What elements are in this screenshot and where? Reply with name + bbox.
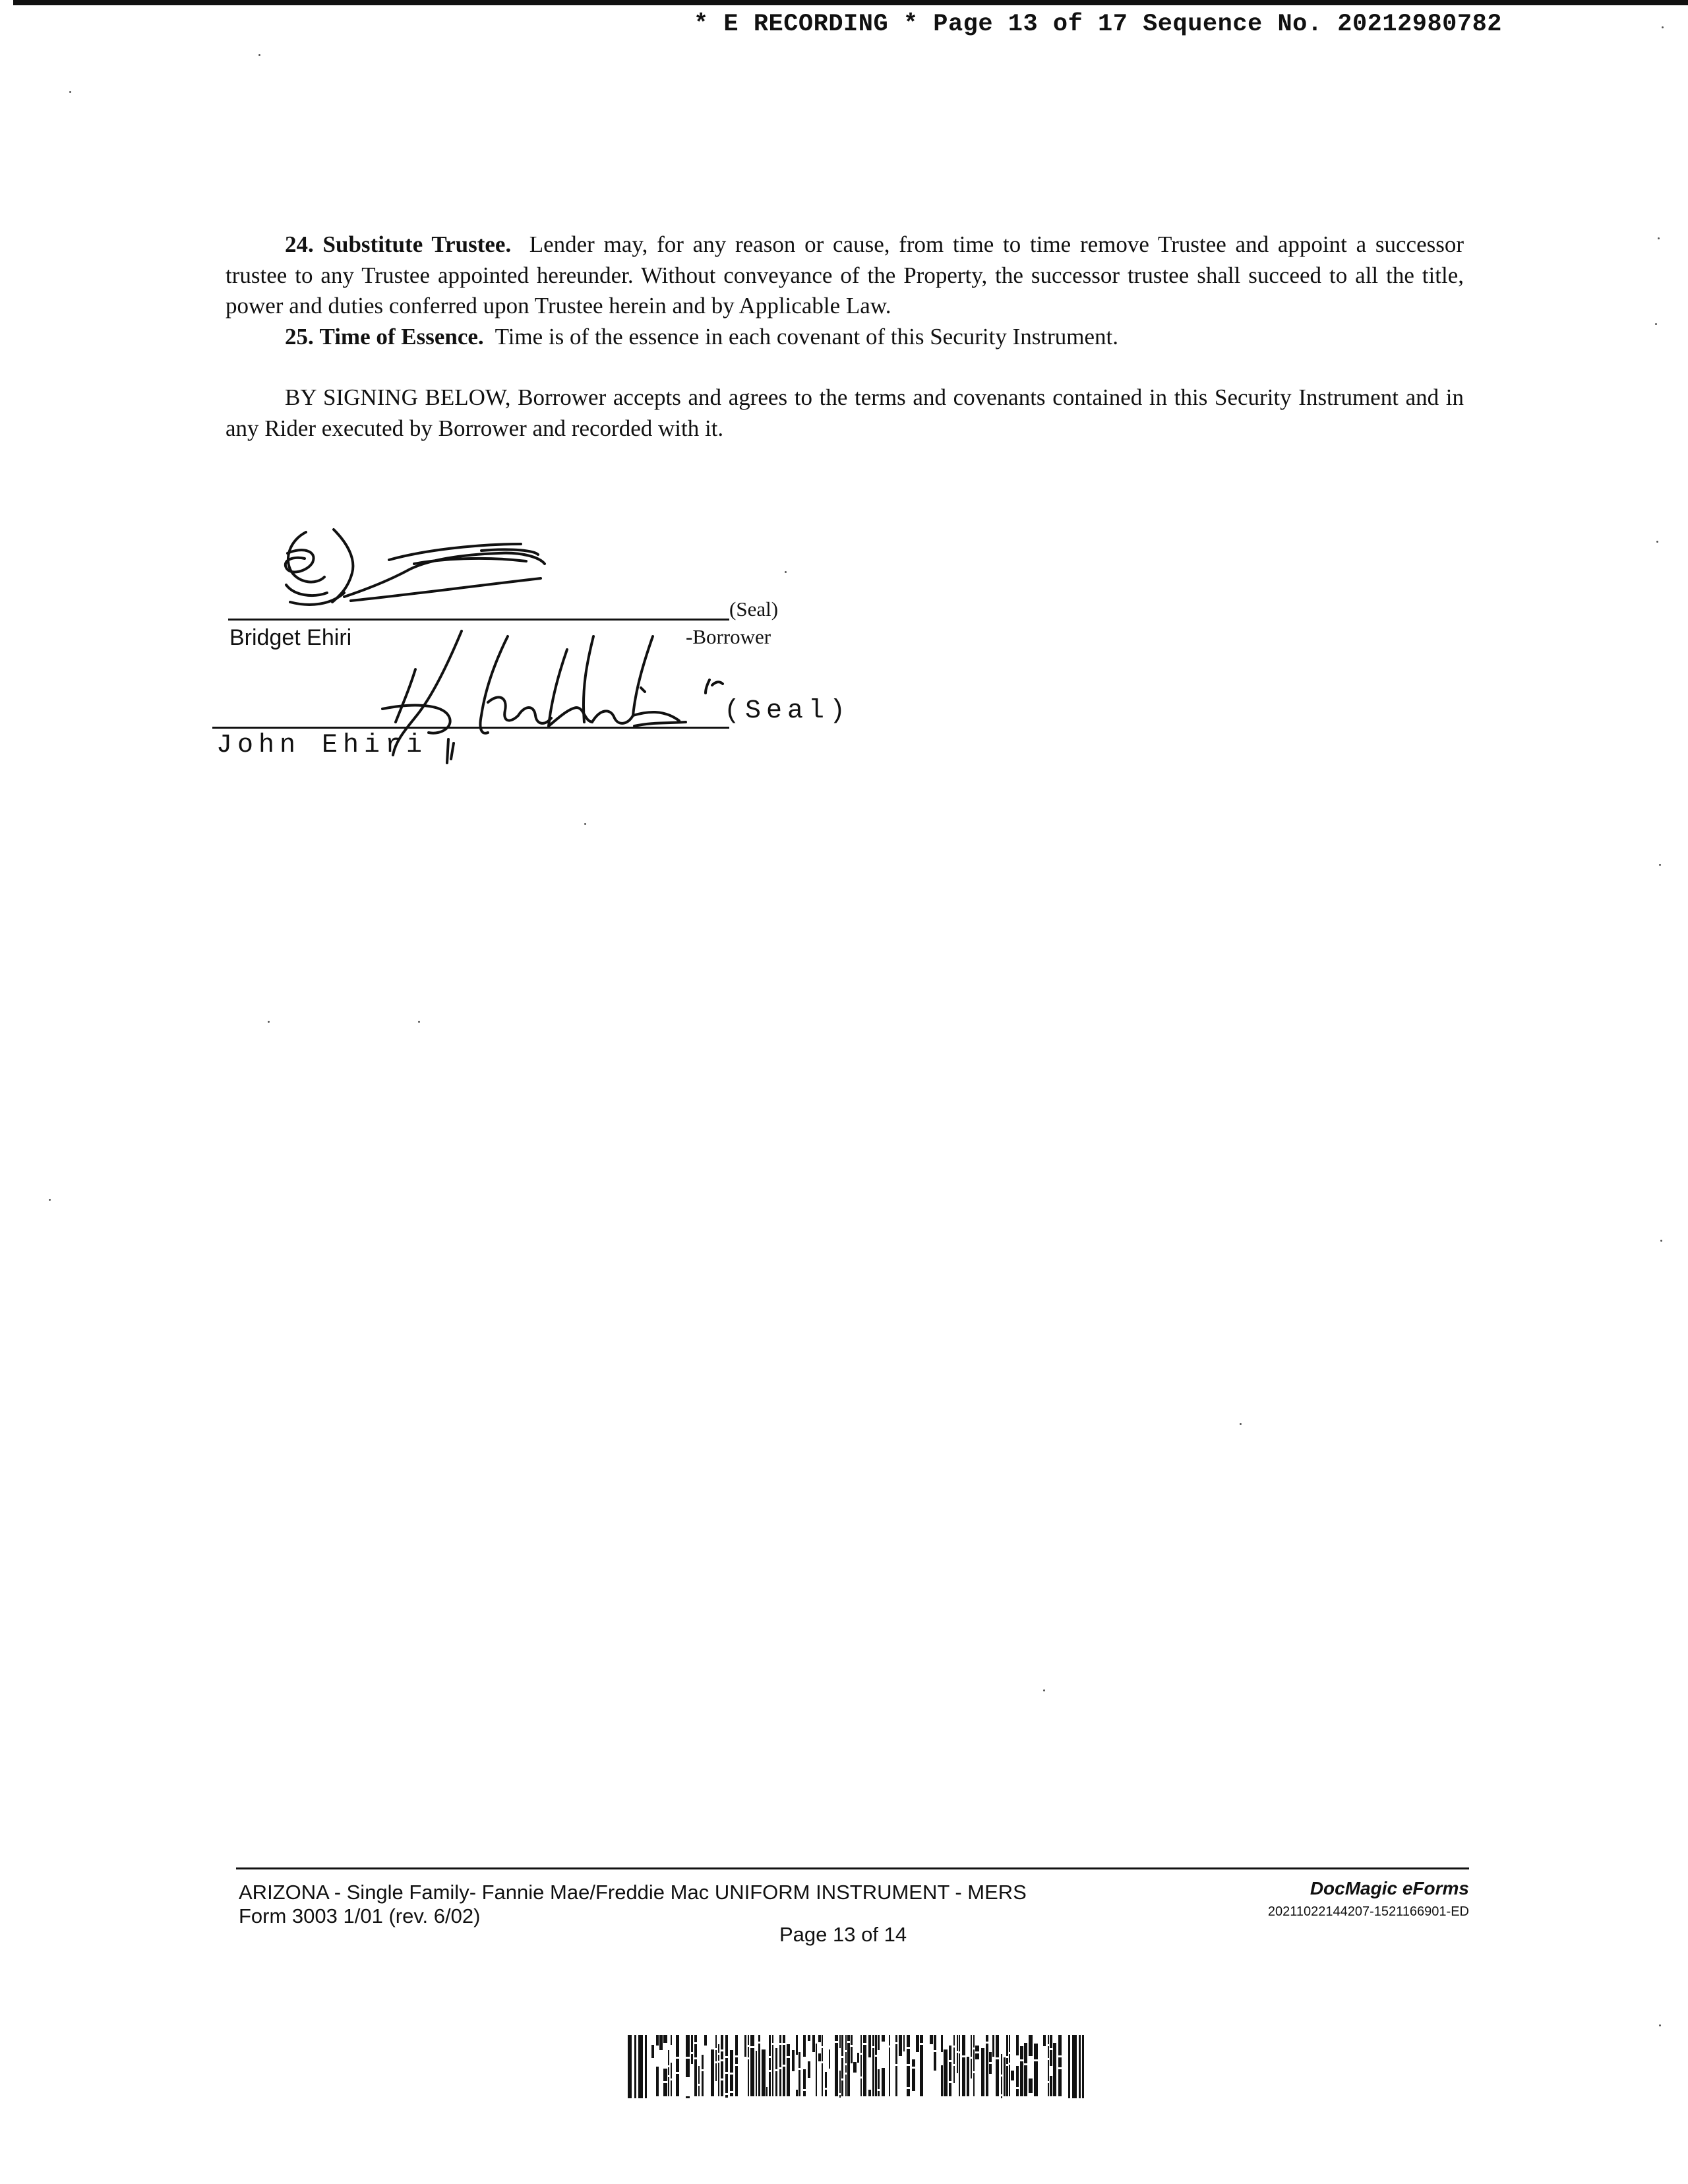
barcode-bar — [735, 2066, 738, 2096]
barcode-bar — [1001, 2077, 1002, 2094]
footer-form-title: ARIZONA - Single Family- Fannie Mae/Freddie Mac UNIFORM INSTRUMENT - MERS — [239, 1881, 1027, 1904]
barcode-bar — [735, 2057, 738, 2064]
barcode-bar — [868, 2090, 871, 2096]
barcode-bar — [721, 2051, 723, 2059]
scan-speck — [785, 571, 787, 573]
barcode-bar — [808, 2035, 810, 2041]
section-25-text: Time is of the essence in each covenant of this Security Instrument. — [495, 323, 1118, 349]
barcode-bar — [1024, 2043, 1027, 2063]
barcode-bar — [973, 2035, 975, 2048]
barcode-bar — [860, 2055, 862, 2077]
bridget-signature-image — [264, 524, 607, 617]
barcode-bar — [973, 2073, 975, 2096]
barcode-bar — [812, 2035, 815, 2052]
john-seal-label: (Seal) — [724, 696, 851, 726]
barcode-bar — [772, 2045, 773, 2096]
barcode-bar — [839, 2071, 841, 2093]
barcode-bar — [1048, 2060, 1049, 2081]
document-body — [226, 229, 1464, 444]
barcode-bar — [671, 2080, 672, 2096]
barcode-bar — [663, 2069, 667, 2081]
barcode-bar — [975, 2046, 979, 2051]
barcode-bar — [796, 2090, 798, 2096]
barcode-bar — [718, 2063, 719, 2096]
barcode-bar — [959, 2053, 960, 2096]
barcode-bar — [698, 2066, 700, 2084]
scan-speck — [1660, 1240, 1662, 1242]
barcode-bar — [907, 2066, 910, 2087]
scan-speck — [1043, 1689, 1045, 1691]
barcode-bar — [920, 2045, 923, 2096]
barcode-bar — [872, 2048, 874, 2096]
barcode-bar — [1020, 2046, 1023, 2059]
barcode-bar — [691, 2035, 693, 2052]
barcode-bar — [1016, 2066, 1019, 2087]
scan-speck — [1659, 864, 1661, 866]
barcode-bar — [756, 2051, 757, 2096]
barcode-bar — [792, 2050, 795, 2071]
barcode-bar — [799, 2070, 800, 2096]
barcode-bar — [1050, 2050, 1052, 2066]
barcode-bar — [750, 2035, 754, 2046]
barcode-bar — [949, 2046, 951, 2060]
barcode-bar — [857, 2053, 859, 2063]
barcode-bar — [803, 2069, 806, 2089]
barcode-bar — [750, 2048, 754, 2096]
barcode-bar — [959, 2035, 960, 2051]
bridget-signature-line — [228, 619, 729, 621]
barcode-bar — [1020, 2061, 1023, 2096]
barcode-bar — [715, 2050, 717, 2061]
barcode-bar — [949, 2083, 951, 2096]
barcode-bar — [656, 2067, 659, 2096]
barcode-bar — [1024, 2065, 1027, 2096]
barcode-bar — [721, 2061, 723, 2078]
barcode-bar — [962, 2057, 965, 2096]
barcode-bar — [769, 2035, 771, 2056]
footer-doc-id: 20211022144207-1521166901-ED — [1267, 1904, 1469, 1919]
barcode-bar — [996, 2035, 999, 2057]
barcode-bar — [895, 2066, 897, 2096]
barcode-bar — [715, 2035, 717, 2048]
barcode-bar — [1082, 2035, 1084, 2098]
barcode-bar — [686, 2059, 690, 2077]
barcode-bar — [744, 2035, 746, 2057]
scan-speck — [1240, 1423, 1242, 1425]
barcode-bar — [725, 2058, 728, 2072]
barcode-bar — [691, 2054, 693, 2064]
barcode-bar — [671, 2063, 672, 2078]
barcode-bar — [694, 2059, 697, 2096]
barcode-bar — [1058, 2069, 1062, 2096]
barcode-bar — [818, 2053, 821, 2061]
barcode-bar — [721, 2080, 723, 2096]
barcode-bar — [803, 2091, 806, 2096]
section-24-number: 24. — [285, 231, 314, 257]
barcode-bar — [1034, 2044, 1038, 2059]
barcode-bar — [957, 2035, 958, 2051]
docmagic-logo: DocMagic eForms — [1310, 1878, 1469, 1898]
barcode-bar — [818, 2035, 821, 2042]
barcode-bar — [878, 2035, 880, 2050]
barcode-bar — [1050, 2035, 1052, 2048]
scan-speck — [1662, 26, 1664, 28]
barcode-bar — [941, 2035, 943, 2052]
barcode-bar — [912, 2069, 915, 2091]
barcode-bar — [973, 2049, 975, 2071]
barcode-bar — [694, 2035, 697, 2042]
scan-speck — [258, 54, 260, 56]
barcode-bar — [748, 2047, 749, 2057]
barcode-bar — [839, 2035, 841, 2048]
barcode-bar — [1034, 2061, 1038, 2096]
barcode-bar — [1068, 2035, 1070, 2098]
barcode-bar — [841, 2080, 843, 2096]
barcode-bar — [1043, 2035, 1046, 2046]
barcode-bar — [686, 2035, 690, 2057]
barcode-bar — [702, 2071, 704, 2096]
barcode-bar — [930, 2035, 933, 2044]
barcode-bar — [1029, 2078, 1033, 2093]
barcode-bar — [863, 2035, 866, 2043]
barcode-bar — [1011, 2071, 1014, 2080]
barcode-bar — [907, 2089, 910, 2096]
barcode-bar — [1004, 2057, 1006, 2096]
barcode-bar — [668, 2077, 669, 2096]
barcode-bar — [783, 2035, 785, 2043]
barcode-bar — [872, 2035, 874, 2046]
barcode-bar — [841, 2035, 843, 2056]
barcode-bar — [766, 2087, 768, 2096]
barcode-bar — [694, 2044, 697, 2057]
barcode-bar — [953, 2048, 955, 2064]
barcode-bar — [769, 2058, 771, 2070]
barcode-bar — [822, 2063, 823, 2096]
barcode-bar — [1001, 2054, 1002, 2075]
scan-speck — [268, 1021, 270, 1023]
barcode-bar — [799, 2052, 800, 2068]
scan-speck — [418, 1021, 420, 1023]
barcode-bar — [748, 2059, 749, 2096]
barcode-bar — [847, 2043, 850, 2096]
barcode-bar — [986, 2035, 988, 2042]
barcode-bar — [725, 2035, 728, 2056]
barcode-bar — [1079, 2035, 1081, 2098]
section-24-title: Substitute Trustee. — [322, 231, 512, 257]
barcode-bar — [875, 2057, 877, 2096]
barcode-bar — [725, 2095, 728, 2098]
barcode-bar — [676, 2035, 679, 2057]
barcode-bar — [730, 2093, 733, 2096]
barcode-bar — [730, 2050, 733, 2073]
barcode-bar — [1048, 2035, 1049, 2044]
barcode-bar — [860, 2078, 862, 2096]
barcode-bar — [967, 2057, 969, 2096]
barcode-bar — [992, 2035, 994, 2057]
barcode-image — [628, 2035, 1084, 2098]
barcode-bar — [779, 2045, 781, 2067]
section-25-title: Time of Essence. — [319, 323, 484, 349]
barcode-bar — [1009, 2054, 1010, 2063]
barcode-bar — [762, 2049, 766, 2096]
barcode-bar — [1048, 2083, 1049, 2096]
footer-rule — [236, 1867, 1469, 1869]
barcode-bar — [953, 2035, 955, 2046]
scan-speck — [1659, 2024, 1661, 2026]
section-24 — [226, 229, 1464, 322]
scan-speck — [69, 91, 71, 93]
barcode-bar — [686, 2096, 690, 2098]
barcode-bar — [715, 2063, 717, 2081]
barcode-bar — [735, 2035, 738, 2055]
barcode-bar — [704, 2035, 707, 2046]
barcode-bar — [808, 2061, 810, 2078]
barcode-bar — [981, 2048, 984, 2096]
barcode-bar — [895, 2044, 897, 2064]
barcode-bar — [748, 2035, 749, 2045]
barcode-bar — [1009, 2065, 1010, 2096]
barcode-bar — [730, 2075, 733, 2091]
barcode-bar — [882, 2068, 885, 2096]
barcode-bar — [783, 2045, 785, 2065]
barcode-bar — [847, 2035, 850, 2041]
barcode-bar — [825, 2072, 827, 2088]
barcode-bar — [986, 2044, 988, 2096]
scan-speck — [49, 1199, 51, 1201]
barcode-bar — [1050, 2076, 1052, 2096]
section-25-number: 25. — [285, 323, 314, 349]
barcode-bar — [889, 2035, 890, 2046]
barcode-bar — [839, 2095, 841, 2098]
barcode-bar — [671, 2035, 672, 2045]
barcode-bar — [996, 2059, 999, 2096]
barcode-bar — [868, 2035, 871, 2057]
barcode-bar — [841, 2058, 843, 2078]
barcode-bar — [702, 2055, 704, 2069]
barcode-bar — [875, 2035, 877, 2055]
barcode-bar — [816, 2044, 817, 2096]
barcode-bar — [676, 2059, 679, 2072]
barcode-bar — [796, 2035, 798, 2055]
barcode-bar — [1006, 2066, 1008, 2096]
barcode-bar — [663, 2083, 667, 2096]
scan-speck — [1658, 237, 1660, 239]
barcode-bar — [845, 2065, 847, 2073]
barcode-bar — [721, 2035, 723, 2049]
signing-statement: BY SIGNING BELOW, Borrower accepts and agrees to the terms and covenants contained in this Security Instrument and in any Rider executed by Borrower and recorded with it. — [226, 384, 1464, 441]
barcode-bar — [634, 2035, 636, 2098]
barcode-bar — [663, 2035, 667, 2043]
barcode-bar — [835, 2043, 838, 2096]
barcode-bar — [668, 2067, 669, 2075]
barcode-bar — [645, 2035, 647, 2098]
barcode-bar — [769, 2072, 771, 2096]
barcode-bar — [1006, 2058, 1008, 2064]
barcode-bar — [920, 2035, 923, 2043]
barcode-bar — [1058, 2035, 1062, 2055]
barcode-bar — [676, 2074, 679, 2096]
barcode-bar — [1048, 2046, 1049, 2058]
barcode-bar — [912, 2059, 915, 2067]
barcode-bar — [1058, 2057, 1062, 2067]
barcode-bar — [853, 2062, 857, 2073]
barcode-bar — [718, 2055, 719, 2061]
barcode-bar — [845, 2075, 847, 2096]
barcode-bar — [882, 2035, 885, 2042]
barcode-bar — [934, 2052, 936, 2071]
scan-speck — [584, 823, 586, 825]
barcode-bar — [878, 2091, 880, 2096]
barcode-bar — [851, 2047, 853, 2063]
barcode-bar — [787, 2058, 790, 2096]
borrower-role-label: -Borrower — [686, 625, 771, 648]
barcode-bar — [1006, 2035, 1008, 2056]
barcode-bar — [845, 2035, 847, 2050]
barcode-bar — [803, 2035, 806, 2057]
barcode-bar — [779, 2035, 781, 2043]
barcode-bar — [851, 2035, 853, 2045]
scan-speck — [1656, 541, 1658, 543]
barcode-bar — [775, 2071, 777, 2096]
barcode-bar — [775, 2048, 777, 2069]
barcode-bar — [944, 2049, 948, 2096]
barcode-bar — [957, 2053, 958, 2073]
barcode-bar — [989, 2052, 992, 2062]
bridget-seal-label: (Seal) — [729, 597, 779, 621]
barcode-bar — [711, 2049, 714, 2096]
barcode-bar — [907, 2035, 910, 2047]
barcode-bar — [668, 2050, 669, 2065]
footer-form-number: Form 3003 1/01 (rev. 6/02) — [239, 1904, 481, 1927]
barcode-bar — [758, 2035, 760, 2042]
barcode-bar — [1009, 2035, 1010, 2052]
barcode-bar — [772, 2035, 773, 2043]
barcode-bar — [962, 2035, 965, 2055]
barcode-bar — [907, 2049, 910, 2064]
barcode-bar — [829, 2049, 830, 2069]
barcode-bar — [1016, 2035, 1019, 2055]
barcode-bar — [903, 2035, 905, 2051]
barcode-bar — [1072, 2035, 1077, 2098]
barcode-bar — [845, 2052, 847, 2063]
barcode-bar — [1029, 2035, 1033, 2056]
barcode-bar — [779, 2069, 781, 2096]
top-border-line — [13, 0, 1688, 5]
barcode-bar — [899, 2035, 902, 2056]
john-signature-line — [212, 727, 729, 729]
footer-page-label: Page 13 of 14 — [779, 1923, 907, 1946]
barcode-bar — [783, 2067, 785, 2096]
section-24-text: Lender may, for any reason or cause, from time to time remove Trustee and appoint a successor trustee to any Trustee appointed hereunder. Without conveyance of the Property, the successor trustee shall succeed to all the title, power and duties conferred upon Trustee herein and by Applicable Law. — [226, 231, 1464, 318]
barcode-bar — [949, 2062, 951, 2081]
barcode-bar — [822, 2048, 823, 2061]
barcode-bar — [835, 2035, 838, 2041]
barcode-bar — [878, 2069, 880, 2089]
john-name: John Ehiri — [216, 731, 428, 760]
barcode-bar — [916, 2035, 919, 2052]
barcode-bar — [989, 2064, 992, 2074]
barcode-bar — [971, 2059, 972, 2078]
barcode-bar — [656, 2035, 659, 2046]
barcode-bar — [941, 2065, 943, 2096]
barcode-bar — [971, 2035, 972, 2057]
barcode-bar — [860, 2035, 862, 2053]
barcode-bar — [863, 2045, 866, 2096]
barcode-bar — [628, 2035, 632, 2098]
barcode-bar — [975, 2053, 979, 2059]
barcode-bar — [934, 2035, 936, 2050]
bridget-name: Bridget Ehiri — [229, 625, 352, 650]
barcode-bar — [889, 2048, 890, 2096]
barcode-bar — [651, 2045, 654, 2058]
barcode-bar — [1016, 2089, 1019, 2096]
barcode-bar — [1053, 2043, 1056, 2096]
barcode-bar — [718, 2044, 719, 2053]
scan-speck — [1655, 323, 1657, 325]
section-25 — [226, 322, 1464, 353]
barcode-bar — [953, 2066, 955, 2083]
barcode-bar — [895, 2035, 897, 2042]
barcode-bar — [825, 2090, 827, 2096]
barcode-bar — [787, 2044, 790, 2056]
barcode-bar — [822, 2035, 823, 2046]
barcode-bar — [758, 2044, 760, 2096]
barcode-bar — [725, 2074, 728, 2093]
barcode-bar — [1001, 2096, 1002, 2098]
barcode-bar — [638, 2035, 643, 2098]
barcode-bar — [659, 2035, 663, 2050]
barcode-bar — [698, 2086, 700, 2096]
recording-header: * E RECORDING * Page 13 of 17 Sequence No. 20212980782 — [694, 11, 1502, 38]
